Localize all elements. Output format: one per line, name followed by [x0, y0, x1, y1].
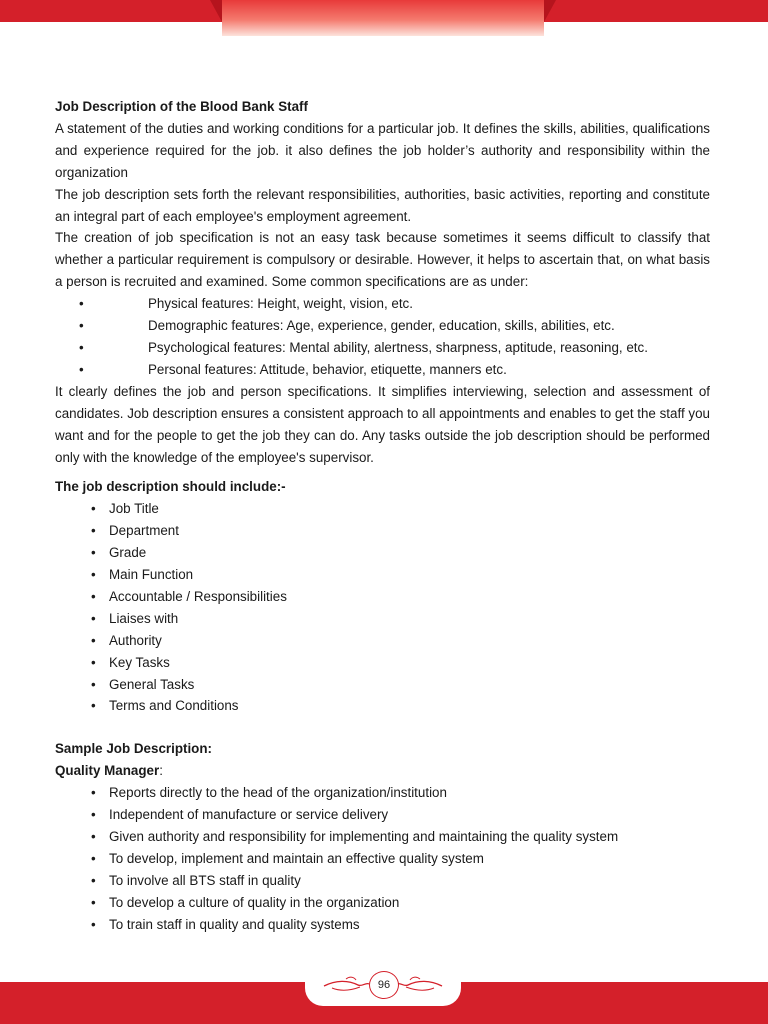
list-item-text: To train staff in quality and quality systems [109, 916, 360, 932]
list-item [55, 315, 710, 337]
top-tab-right-edge [544, 0, 556, 22]
bullet: • [91, 501, 96, 517]
list-item [55, 498, 710, 520]
bullet: • [79, 339, 84, 355]
paragraph-specification: The creation of job specification is not an easy task because sometimes it seems difficult to classify that whether a particular requirement is compulsory or desirable. However, it helps to ascertain that, on what basis a person is recruited and examined. Some common specifications are as under: [55, 230, 710, 290]
list-item-text: Psychological features: Mental ability, alertness, sharpness, aptitude, reasoning, etc. [148, 339, 648, 355]
role-heading-line [55, 760, 710, 782]
bullet: • [79, 318, 84, 334]
list-item-text: Job Title [109, 501, 159, 517]
list-item [55, 914, 710, 936]
list-item [55, 520, 710, 542]
role-heading: Quality Manager [55, 763, 160, 779]
bullet: • [91, 894, 96, 910]
paragraph-closing: It clearly defines the job and person specifications. It simplifies interviewing, selection and assessment of candidates. Job description ensures a consistent approach to all appointments and enables to get the staff you want and for the people to get the job they can do. Any tasks outside the job description should be performed only with the knowledge of the employee's supervisor. [55, 383, 710, 465]
paragraph-definition: A statement of the duties and working conditions for a particular job. It defines the skills, abilities, qualifications and experience required for the job. it also defines the job holder’s authority and responsibility within the organization [55, 120, 710, 180]
bullet: • [91, 523, 96, 539]
list-item-text: Given authority and responsibility for implementing and maintaining the quality system [109, 829, 619, 844]
bullet: • [91, 588, 96, 604]
list-item-text: Independent of manufacture or service delivery [109, 807, 389, 823]
list-item [55, 782, 710, 804]
list-item [55, 542, 710, 564]
list-item [55, 630, 710, 652]
bullet: • [91, 676, 96, 692]
top-tab [222, 0, 544, 36]
list-item [55, 804, 710, 826]
list-item [55, 695, 710, 717]
list-item [55, 337, 710, 359]
list-item [55, 586, 710, 608]
list-item-text: General Tasks [109, 676, 195, 692]
list-item-text: Terms and Conditions [109, 698, 239, 714]
list-item-text: Personal features: Attitude, behavior, etiquette, manners etc. [148, 361, 507, 377]
list-item-text: Physical features: Height, weight, vision, etc. [148, 296, 413, 312]
include-list [55, 498, 710, 717]
bullet: • [79, 296, 84, 312]
features-list [55, 293, 710, 381]
bullet: • [91, 698, 96, 714]
page-number: 96 [369, 971, 399, 999]
page-content [55, 96, 710, 936]
bullet: • [91, 545, 96, 561]
include-heading: The job description should include:- [55, 479, 286, 495]
bullet: • [79, 361, 84, 377]
list-item-text: Liaises with [109, 610, 179, 626]
role-list [55, 782, 710, 935]
list-item-text: Grade [109, 545, 147, 561]
list-item [55, 564, 710, 586]
bullet: • [91, 632, 96, 648]
list-item-text: Authority [109, 632, 162, 648]
bullet: • [91, 785, 96, 801]
list-item [55, 892, 710, 914]
bullet: • [91, 829, 96, 844]
list-item-text: To develop, implement and maintain an effective quality system [109, 850, 484, 866]
section-title: Job Description of the Blood Bank Staff [55, 99, 308, 114]
list-item [55, 848, 710, 870]
bullet: • [91, 807, 96, 823]
bullet: • [91, 916, 96, 932]
bullet: • [91, 567, 96, 583]
list-item-text: Reports directly to the head of the organization/institution [109, 785, 447, 801]
list-item [55, 674, 710, 696]
bullet: • [91, 850, 96, 866]
bullet: • [91, 654, 96, 670]
list-item-text: Main Function [109, 567, 194, 583]
list-item-text: To involve all BTS staff in quality [109, 872, 301, 888]
list-item-text: Demographic features: Age, experience, gender, education, skills, abilities, etc. [148, 318, 615, 334]
list-item [55, 293, 710, 315]
paragraph-purpose: The job description sets forth the relevant responsibilities, authorities, basic activities, reporting and constitute an integral part of each employee's employment agreement. [55, 186, 710, 224]
list-item [55, 652, 710, 674]
bullet: • [91, 610, 96, 626]
list-item [55, 359, 710, 381]
role-colon: : [159, 763, 163, 779]
list-item-text: Key Tasks [109, 654, 170, 670]
list-item-text: Accountable / Responsibilities [109, 588, 287, 604]
list-item [55, 826, 710, 848]
top-tab-left-edge [210, 0, 222, 22]
list-item-text: Department [109, 523, 179, 539]
list-item-text: To develop a culture of quality in the organization [109, 894, 400, 910]
list-item [55, 870, 710, 892]
bullet: • [91, 872, 96, 888]
sample-heading: Sample Job Description: [55, 741, 212, 757]
list-item [55, 608, 710, 630]
